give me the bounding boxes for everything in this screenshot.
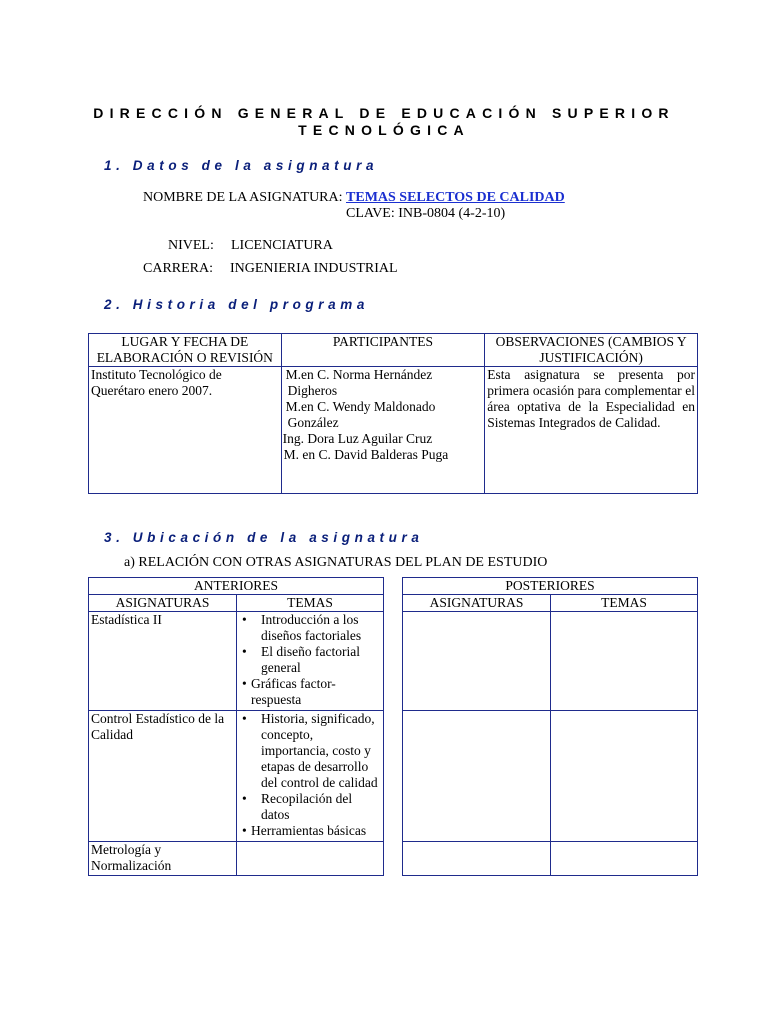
asignatura-cell: Estadística II: [89, 612, 237, 711]
nombre-value-link[interactable]: TEMAS SELECTOS DE CALIDAD: [346, 190, 565, 205]
table-row: [89, 612, 384, 711]
col-asignaturas: ASIGNATURAS: [403, 595, 551, 612]
participante: Ing. Dora Luz Aguilar Cruz: [282, 431, 433, 446]
temas-cell: [237, 711, 384, 842]
carrera-label: CARRERA:: [143, 261, 214, 276]
list-item: • El diseño factorial general: [239, 644, 381, 676]
header-lugar: LUGAR Y FECHA DE ELABORACIÓN O REVISIÓN: [89, 334, 282, 367]
header-participantes: PARTICIPANTES: [281, 334, 485, 367]
list-item: • Historia, significado, concepto, importancia, costo y etapas de desarrollo del control de calidad: [239, 711, 381, 791]
anteriores-cols-row: [89, 595, 384, 612]
temas-cell: [237, 842, 384, 876]
participante: M.en C. Wendy Maldonado: [285, 399, 436, 414]
col-asignaturas: ASIGNATURAS: [89, 595, 237, 612]
historia-header-row: [89, 334, 698, 367]
temas-list: [239, 612, 381, 708]
nivel-value: LICENCIATURA: [231, 238, 333, 253]
anteriores-table: [88, 577, 384, 876]
participante: M. en C. David Balderas Puga: [283, 447, 449, 462]
asignatura-cell: [403, 612, 551, 711]
col-temas: TEMAS: [237, 595, 384, 612]
participantes-cell: [281, 367, 485, 494]
carrera-value: INGENIERIA INDUSTRIAL: [230, 261, 398, 276]
table-row: [403, 612, 698, 711]
participante: Digheros: [287, 383, 338, 398]
participante: González: [287, 415, 339, 430]
table-row: [89, 842, 384, 876]
asignatura-cell: [403, 711, 551, 842]
posteriores-cols-row: [403, 595, 698, 612]
temas-cell: [551, 842, 698, 876]
header-observaciones: OBSERVACIONES (CAMBIOS Y JUSTIFICACIÓN): [485, 334, 698, 367]
asignatura-cell: Metrología y Normalización: [89, 842, 237, 876]
posteriores-label: POSTERIORES: [403, 578, 698, 595]
clave-line: CLAVE: INB-0804 (4-2-10): [346, 206, 506, 221]
list-item: • Gráficas factor-respuesta: [239, 676, 381, 708]
list-item: • Herramientas básicas: [239, 823, 381, 839]
posteriores-table: [402, 577, 698, 876]
lugar-cell: Instituto Tecnológico de Querétaro enero 2007.: [89, 367, 282, 494]
table-row: [89, 711, 384, 842]
table-row: [403, 842, 698, 876]
asignatura-cell: Control Estadístico de la Calidad: [89, 711, 237, 842]
observaciones-cell: Esta asignatura se presenta por primera ocasión para complementar el área optativa de la Especialidad en Sistemas Integrados de Calidad.: [485, 367, 698, 494]
section2-heading: 2. Historia del programa: [104, 297, 369, 312]
anteriores-label: ANTERIORES: [89, 578, 384, 595]
nombre-label: NOMBRE DE LA ASIGNATURA:: [143, 190, 343, 205]
historia-data-row: [89, 367, 698, 494]
document-title-line1: DIRECCIÓN GENERAL DE EDUCACIÓN SUPERIOR: [93, 105, 675, 121]
temas-cell: [551, 711, 698, 842]
nombre-line: [143, 190, 565, 206]
temas-cell: [237, 612, 384, 711]
section3-heading: 3. Ubicación de la asignatura: [104, 530, 424, 545]
anteriores-title-row: [89, 578, 384, 595]
participante: M.en C. Norma Hernández: [285, 367, 433, 382]
table-row: [403, 711, 698, 842]
list-item: • Introducción a los diseños factoriales: [239, 612, 381, 644]
historia-table: [88, 333, 698, 494]
col-temas: TEMAS: [551, 595, 698, 612]
asignatura-cell: [403, 842, 551, 876]
section1-heading: 1. Datos de la asignatura: [104, 158, 379, 173]
nivel-label: NIVEL:: [168, 238, 214, 253]
relacion-subtitle: a) RELACIÓN CON OTRAS ASIGNATURAS DEL PLAN DE ESTUDIO: [124, 555, 548, 570]
list-item: • Recopilación del datos: [239, 791, 381, 823]
document-title-line2: TECNOLÓGICA: [298, 122, 470, 138]
posteriores-title-row: [403, 578, 698, 595]
temas-list: [239, 711, 381, 839]
temas-cell: [551, 612, 698, 711]
